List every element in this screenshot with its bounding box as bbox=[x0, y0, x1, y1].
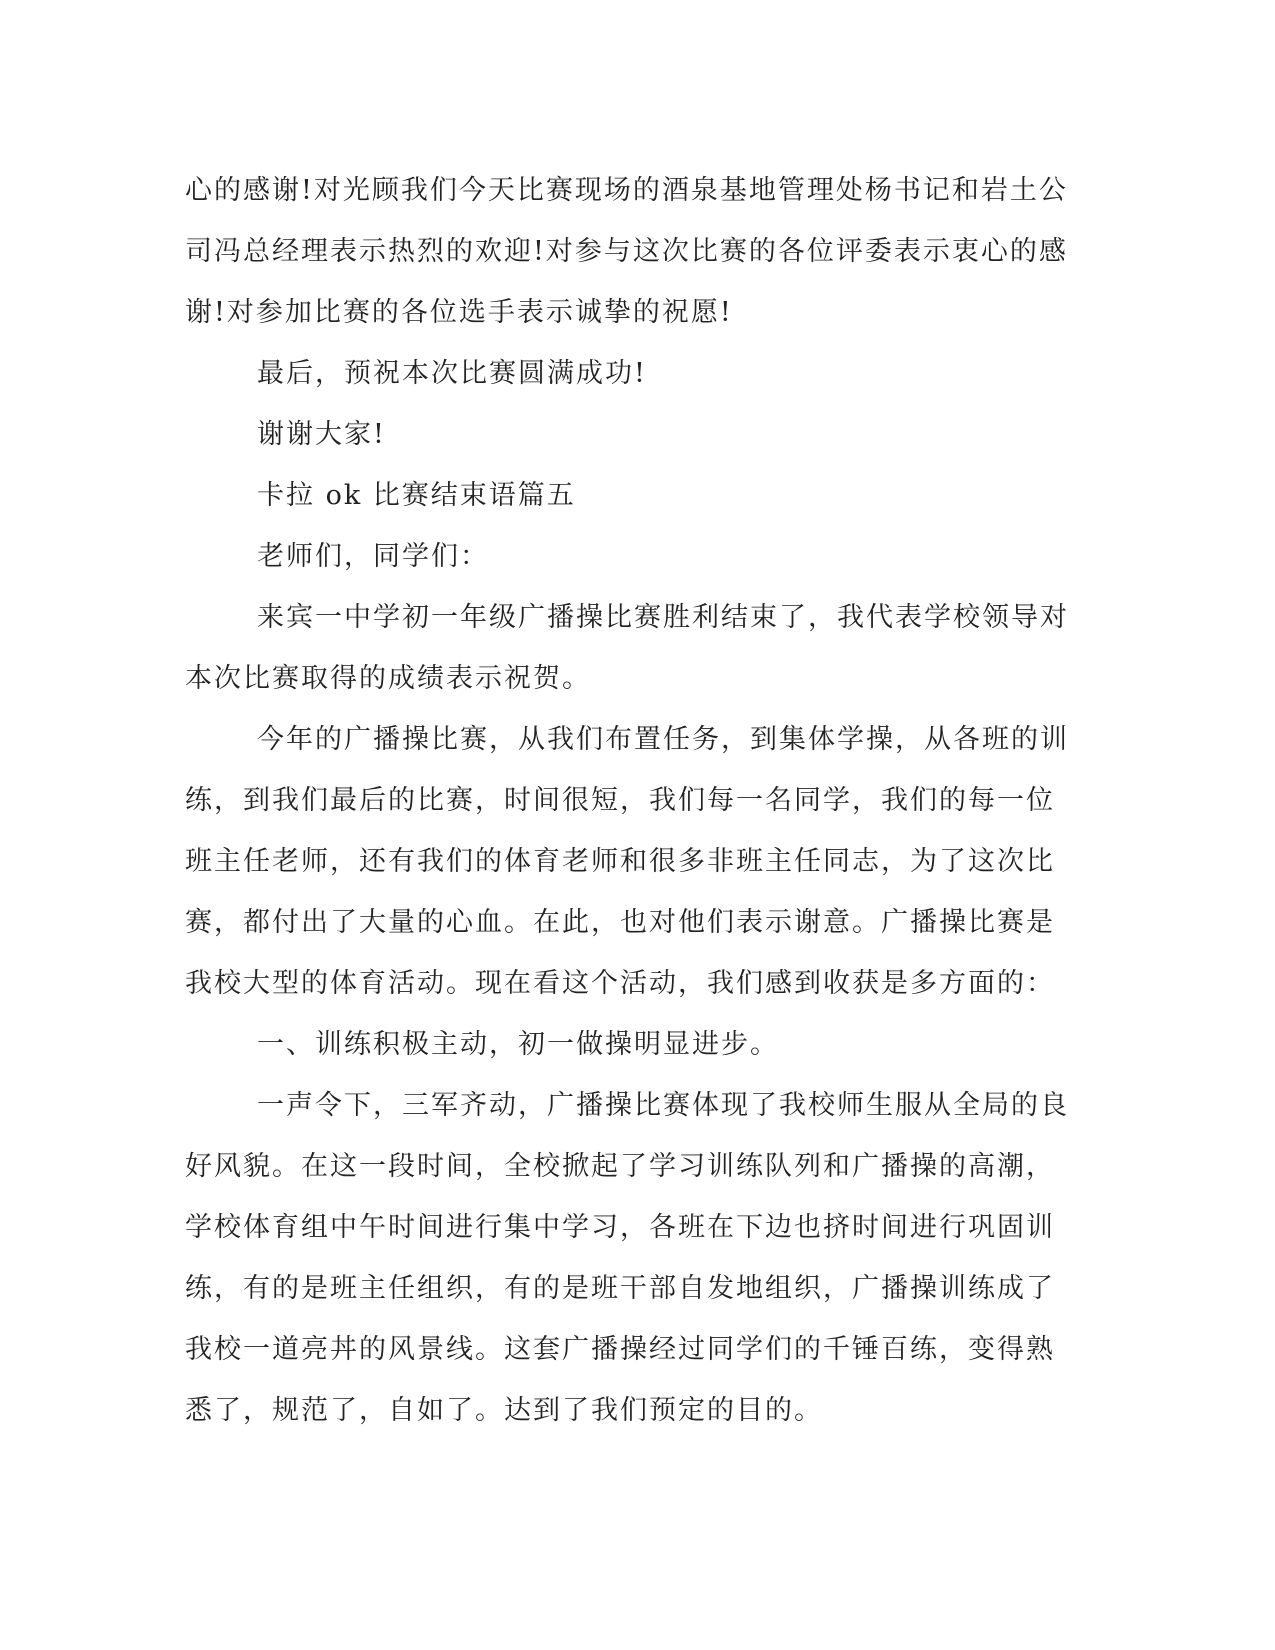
text-line: 一声令下，三军齐动，广播操比赛体现了我校师生服从全局的良 bbox=[257, 1090, 1069, 1121]
text-line: 司冯总经理表示热烈的欢迎!对参与这次比赛的各位评委表示衷心的感 bbox=[185, 236, 1068, 267]
text-line: 来宾一中学初一年级广播操比赛胜利结束了，我代表学校领导对 bbox=[257, 602, 1069, 633]
text-line: 悉了，规范了，自如了。达到了我们预定的目的。 bbox=[185, 1395, 823, 1426]
text-line: 练，到我们最后的比赛，时间很短，我们每一名同学，我们的每一位 bbox=[185, 785, 1055, 816]
list-heading: 一、训练积极主动，初一做操明显进步。 bbox=[257, 1029, 779, 1060]
text-line: 今年的广播操比赛，从我们布置任务，到集体学操，从各班的训 bbox=[257, 724, 1069, 755]
text-line: 班主任老师，还有我们的体育老师和很多非班主任同志，为了这次比 bbox=[185, 846, 1055, 877]
text-line: 心的感谢!对光顾我们今天比赛现场的酒泉基地管理处杨书记和岩土公 bbox=[185, 175, 1068, 206]
section-heading: 卡拉 ok 比赛结束语篇五 bbox=[257, 480, 576, 511]
text-line: 本次比赛取得的成绩表示祝贺。 bbox=[185, 663, 591, 694]
document-body bbox=[185, 160, 1069, 1441]
text-line: 谢!对参加比赛的各位选手表示诚挚的祝愿! bbox=[185, 297, 733, 328]
text-line: 好风貌。在这一段时间，全校掀起了学习训练队列和广播操的高潮， bbox=[185, 1151, 1055, 1182]
text-line: 我校大型的体育活动。现在看这个活动，我们感到收获是多方面的： bbox=[185, 968, 1055, 999]
text-line: 我校一道亮丼的风景线。这套广播操经过同学们的千锤百练，变得熟 bbox=[185, 1334, 1055, 1365]
text-line: 赛，都付出了大量的心血。在此，也对他们表示谢意。广播操比赛是 bbox=[185, 907, 1055, 938]
text-line: 学校体育组中午时间进行集中学习，各班在下边也挤时间进行巩固训 bbox=[185, 1212, 1055, 1243]
salutation: 老师们，同学们： bbox=[257, 541, 489, 572]
text-line: 最后，预祝本次比赛圆满成功! bbox=[257, 358, 647, 389]
text-line: 练，有的是班主任组织，有的是班干部自发地组织，广播操训练成了 bbox=[185, 1273, 1055, 1304]
text-line: 谢谢大家! bbox=[257, 419, 386, 450]
